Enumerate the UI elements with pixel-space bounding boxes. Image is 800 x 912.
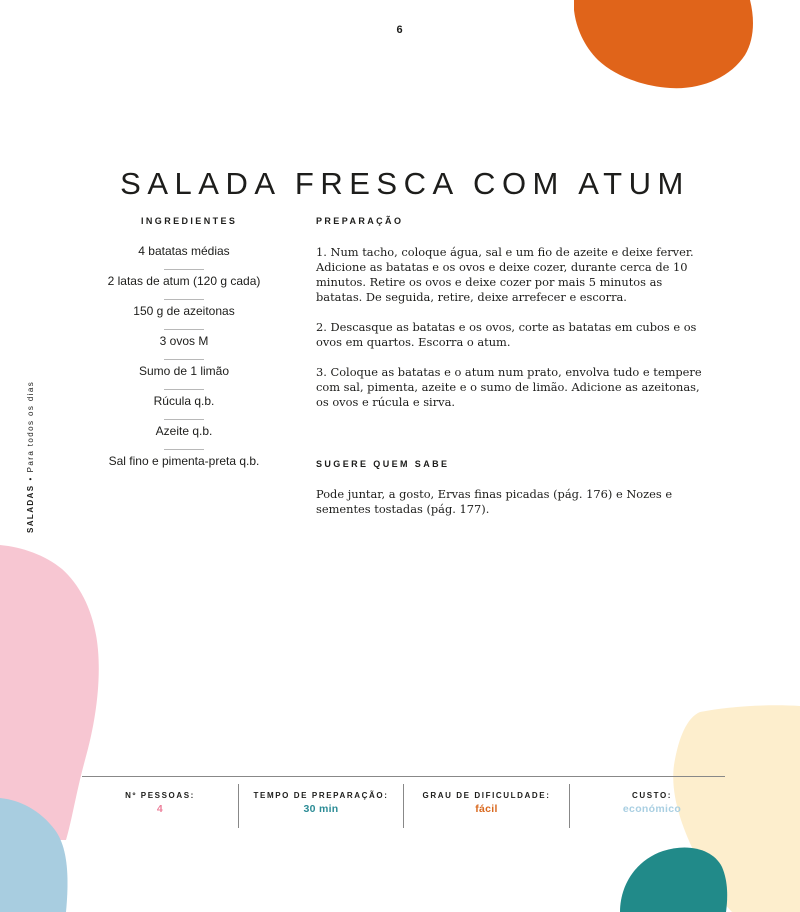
info-cost xyxy=(570,784,734,828)
ingredient-item: Rúcula q.b. xyxy=(96,390,272,420)
ingredient-item: 4 batatas médias xyxy=(96,240,272,270)
ingredient-item: 3 ovos M xyxy=(96,330,272,360)
light-blue-blob xyxy=(0,790,80,912)
side-section: SALADAS xyxy=(26,484,35,533)
ingredient-item: Sumo de 1 limão xyxy=(96,360,272,390)
ingredients-heading: INGREDIENTES xyxy=(141,216,238,226)
info-servings xyxy=(82,784,238,828)
tip-heading: SUGERE QUEM SABE xyxy=(316,459,450,469)
teal-blob xyxy=(618,845,730,912)
ingredients-list xyxy=(96,240,272,480)
preparation-step: 1. Num tacho, coloque água, sal e um fio de azeite e deixe ferver. Adicione as batatas e os ovos e deixe cozer, durante cerca de 10 minutos. Retire os ovos e deixe cozer por mais 5 minutos as batatas. De seguida, retire, deixe arrefecer e escorra. xyxy=(316,245,694,304)
orange-blob xyxy=(560,0,770,95)
prep-time-value: 30 min xyxy=(303,803,339,815)
ingredient-item: Sal fino e pimenta-preta q.b. xyxy=(108,454,260,468)
side-separator: • xyxy=(26,476,35,481)
servings-value: 4 xyxy=(156,803,164,815)
cost-label: CUSTO: xyxy=(631,791,673,800)
side-running-header xyxy=(26,381,35,533)
light-blue-blob-shape xyxy=(0,798,68,912)
servings-label: Nº PESSOAS: xyxy=(125,791,195,800)
ingredient-item: Azeite q.b. xyxy=(96,420,272,450)
page-number: 6 xyxy=(396,24,404,36)
orange-blob-shape xyxy=(574,0,753,88)
side-subtitle: Para todos os dias xyxy=(26,380,35,473)
cost-value: económico xyxy=(622,803,682,815)
difficulty-label: GRAU DE DIFICULDADE: xyxy=(422,791,551,800)
preparation-heading: PREPARAÇÃO xyxy=(316,216,404,226)
preparation-step: 2. Descasque as batatas e os ovos, corte as batatas em cubos e os ovos em quartos. Escorra o atum. xyxy=(316,320,697,349)
preparation-steps xyxy=(316,245,710,425)
ingredient-item: 2 latas de atum (120 g cada) xyxy=(96,270,272,300)
info-difficulty xyxy=(404,784,569,828)
info-prep-time xyxy=(239,784,403,828)
difficulty-value: fácil xyxy=(475,803,498,815)
info-bar-rule xyxy=(82,776,725,777)
prep-time-label: TEMPO DE PREPARAÇÃO: xyxy=(253,791,389,800)
preparation-step: 3. Coloque as batatas e o atum num prato, envolva tudo e tempere com sal, pimenta, azeite e o sumo de limão. Adicione as azeitonas, os ovos e rúcula e sirva. xyxy=(316,365,702,409)
tip-paragraph: Pode juntar, a gosto, Ervas finas picadas (pág. 176) e Nozes e sementes tostadas (pág. 177). xyxy=(316,487,673,516)
ingredient-item: 150 g de azeitonas xyxy=(96,300,272,330)
recipe-title: SALADA FRESCA COM ATUM xyxy=(120,166,690,201)
teal-blob-shape xyxy=(620,848,727,912)
tip-text xyxy=(316,487,710,532)
